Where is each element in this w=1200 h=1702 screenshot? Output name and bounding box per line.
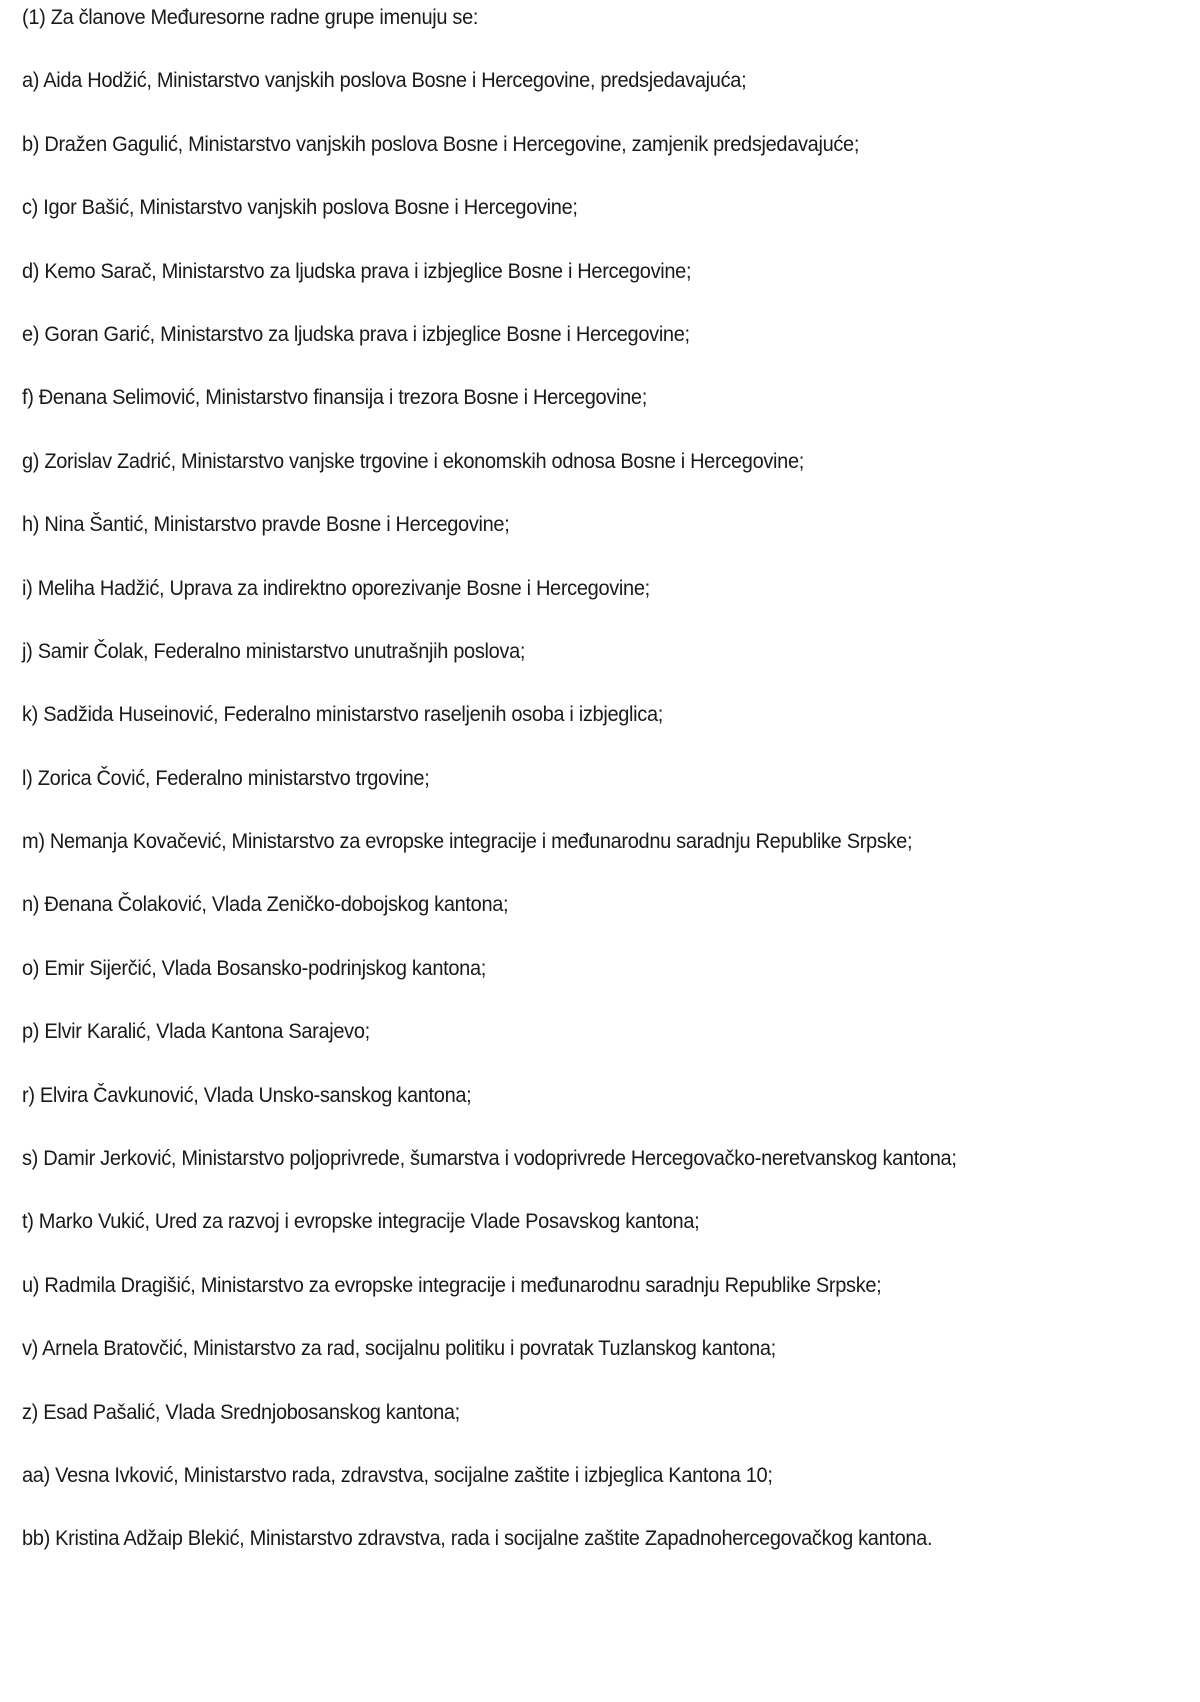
item-label: m) xyxy=(22,829,45,854)
item-text: Elvir Karalić, Vlada Kantona Sarajevo; xyxy=(44,1019,370,1044)
list-item xyxy=(22,192,1110,255)
item-text: Nina Šantić, Ministarstvo pravde Bosne i Hercegovine; xyxy=(44,512,510,537)
item-text: Dražen Gagulić, Ministarstvo vanjskih poslova Bosne i Hercegovine, zamjenik predsjedavajuće; xyxy=(44,131,860,156)
item-label: f) xyxy=(22,385,34,410)
item-label: u) xyxy=(22,1272,40,1297)
list-item xyxy=(22,1333,1110,1396)
list-item xyxy=(22,763,1110,826)
item-label: n) xyxy=(22,892,40,917)
item-label: aa) xyxy=(22,1462,50,1487)
item-label: i) xyxy=(22,575,33,600)
list-item xyxy=(22,446,1110,509)
item-text: Nemanja Kovačević, Ministarstvo za evropske integracije i međunarodnu saradnju Republike Srpske; xyxy=(49,829,913,854)
list-item xyxy=(22,1080,1110,1143)
list-item xyxy=(22,1206,1110,1269)
item-label: e) xyxy=(22,321,40,346)
item-text: Zorislav Zadrić, Ministarstvo vanjske trgovine i ekonomskih odnosa Bosne i Hercegovine; xyxy=(44,448,804,473)
item-label: b) xyxy=(22,131,40,156)
list-item xyxy=(22,1270,1110,1333)
document-body xyxy=(22,2,1192,1587)
member-list xyxy=(22,65,1192,1586)
item-text: Samir Čolak, Federalno ministarstvo unutrašnjih poslova; xyxy=(37,638,526,663)
item-label: d) xyxy=(22,258,40,283)
item-text: Damir Jerković, Ministarstvo poljoprivrede, šumarstva i vodoprivrede Hercegovačko-neretvanskog kantona; xyxy=(43,1146,957,1171)
list-item xyxy=(22,1460,1110,1523)
item-text: Radmila Dragišić, Ministarstvo za evropske integracije i međunarodnu saradnju Republike Srpske; xyxy=(44,1272,882,1297)
list-item xyxy=(22,1523,1110,1586)
item-label: c) xyxy=(22,195,39,220)
list-item xyxy=(22,1143,1110,1206)
item-label: g) xyxy=(22,448,40,473)
item-text: Kristina Adžaip Blekić, Ministarstvo zdravstva, rada i socijalne zaštite Zapadnohercegovačkog kantona. xyxy=(55,1526,933,1551)
list-item xyxy=(22,953,1110,1016)
item-label: j) xyxy=(22,638,33,663)
item-text: Goran Garić, Ministarstvo za ljudska prava i izbjeglice Bosne i Hercegovine; xyxy=(44,321,690,346)
item-text: Đenana Selimović, Ministarstvo finansija i trezora Bosne i Hercegovine; xyxy=(38,385,647,410)
item-text: Igor Bašić, Ministarstvo vanjskih poslova Bosne i Hercegovine; xyxy=(43,195,578,220)
item-label: o) xyxy=(22,955,40,980)
item-text: Emir Sijerčić, Vlada Bosansko-podrinjskog kantona; xyxy=(44,955,486,980)
item-text: Esad Pašalić, Vlada Srednjobosanskog kantona; xyxy=(43,1399,460,1424)
item-text: Zorica Čović, Federalno ministarstvo trgovine; xyxy=(37,765,430,790)
item-text: Arnela Bratovčić, Ministarstvo za rad, socijalnu politiku i povratak Tuzlanskog kantona; xyxy=(42,1336,776,1361)
item-text: Aida Hodžić, Ministarstvo vanjskih poslova Bosne i Hercegovine, predsjedavajuća; xyxy=(43,68,747,93)
list-item xyxy=(22,509,1110,572)
item-label: a) xyxy=(22,68,40,93)
list-item xyxy=(22,65,1110,128)
item-text: Sadžida Huseinović, Federalno ministarstvo raseljenih osoba i izbjeglica; xyxy=(43,702,663,727)
list-item xyxy=(22,699,1110,762)
item-text: Meliha Hadžić, Uprava za indirektno oporezivanje Bosne i Hercegovine; xyxy=(37,575,650,600)
item-text: Đenana Čolaković, Vlada Zeničko-dobojskog kantona; xyxy=(44,892,509,917)
item-label: l) xyxy=(22,765,33,790)
item-label: t) xyxy=(22,1209,34,1234)
item-text: Kemo Sarač, Ministarstvo za ljudska prava i izbjeglice Bosne i Hercegovine; xyxy=(44,258,692,283)
item-label: k) xyxy=(22,702,39,727)
item-label: p) xyxy=(22,1019,40,1044)
item-label: z) xyxy=(22,1399,39,1424)
item-label: bb) xyxy=(22,1526,50,1551)
list-item xyxy=(22,573,1110,636)
item-label: v) xyxy=(22,1336,39,1361)
list-item xyxy=(22,1016,1110,1079)
item-label: s) xyxy=(22,1146,39,1171)
list-item xyxy=(22,319,1110,382)
item-text: Marko Vukić, Ured za razvoj i evropske integracije Vlade Posavskog kantona; xyxy=(38,1209,700,1234)
list-item xyxy=(22,826,1110,889)
list-item xyxy=(22,382,1110,445)
list-item xyxy=(22,1397,1110,1460)
item-label: h) xyxy=(22,512,40,537)
intro-paragraph: (1) Za članove Međuresorne radne grupe imenuju se: xyxy=(22,5,479,29)
list-item xyxy=(22,256,1110,319)
list-item xyxy=(22,889,1110,952)
item-text: Vesna Ivković, Ministarstvo rada, zdravstva, socijalne zaštite i izbjeglica Kantona 10; xyxy=(55,1462,773,1487)
item-text: Elvira Čavkunović, Vlada Unsko-sanskog kantona; xyxy=(39,1082,472,1107)
list-item xyxy=(22,129,1110,192)
list-item xyxy=(22,636,1110,699)
item-label: r) xyxy=(22,1082,35,1107)
